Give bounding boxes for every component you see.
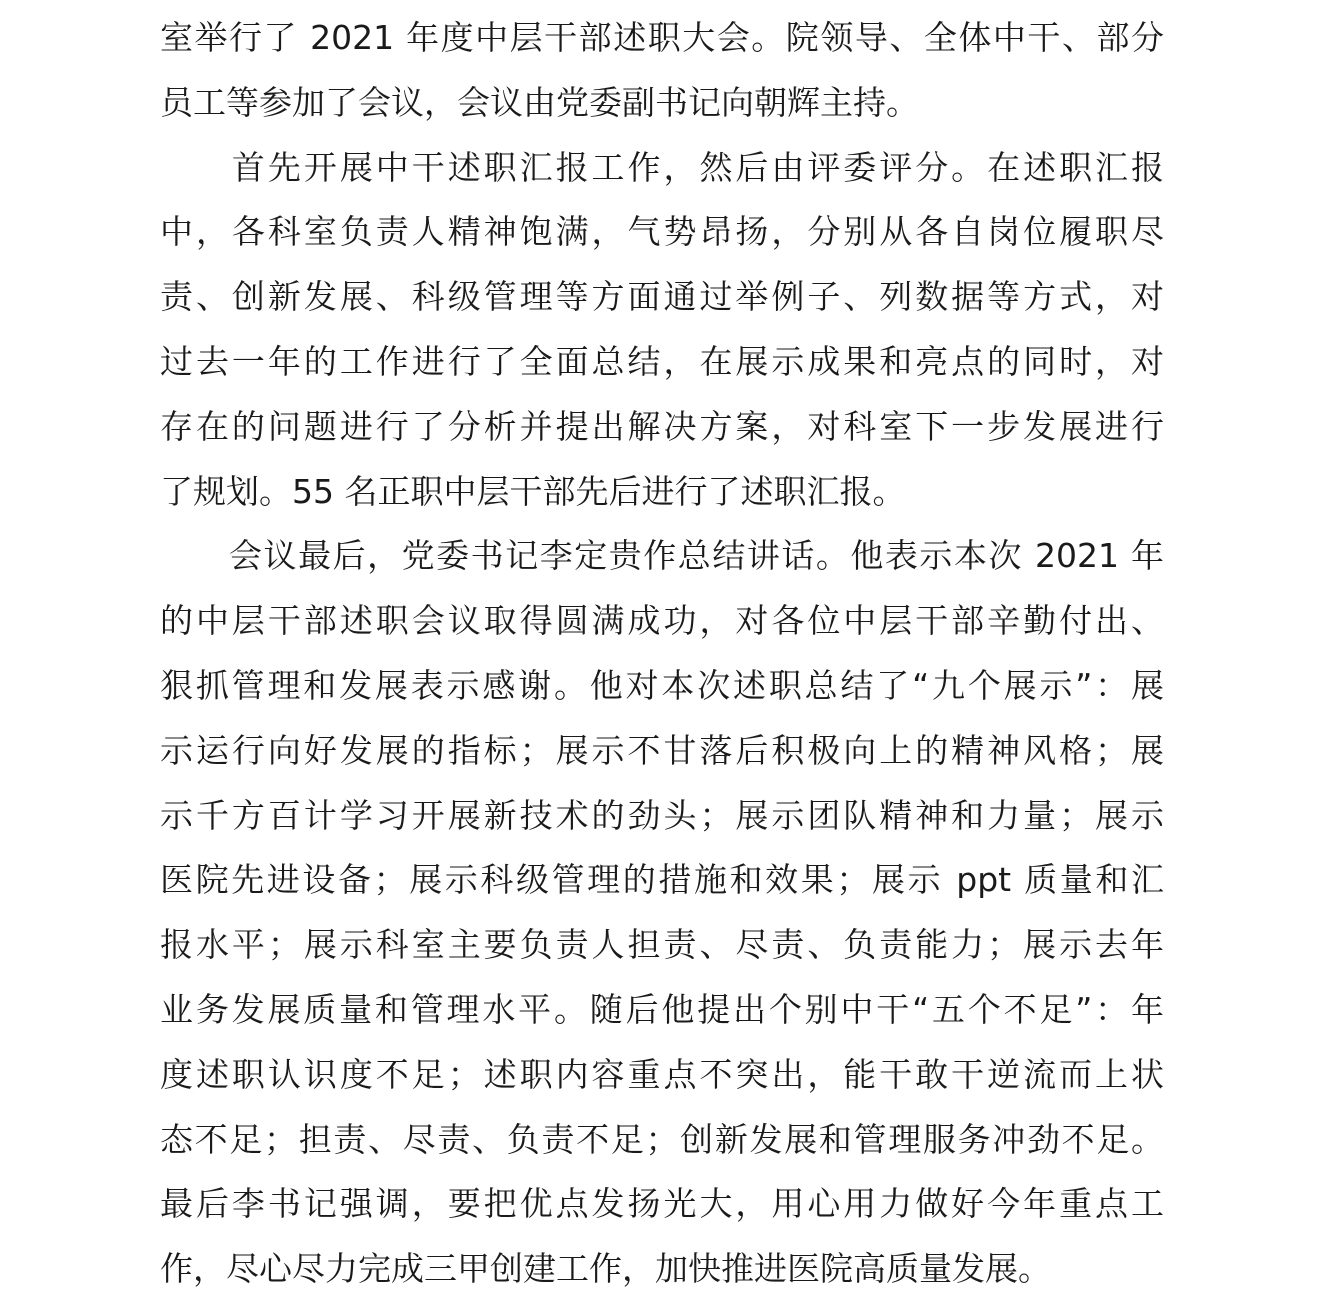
text-line: 中，各科室负责人精神饱满，气势昂扬，分别从各自岗位履职尽 [160, 212, 1164, 252]
paragraph-report-process [160, 136, 1164, 525]
text-line: 医院先进设备；展示科级管理的措施和效果；展示 ppt 质量和汇 [160, 860, 1164, 900]
text-line: 过去一年的工作进行了全面总结，在展示成果和亮点的同时，对 [160, 341, 1164, 381]
text-line: 最后李书记强调，要把优点发扬光大，用心用力做好今年重点工 [160, 1184, 1164, 1224]
paragraph-summary-speech [160, 524, 1164, 1302]
text-line: 室举行了 2021 年度中层干部述职大会。院领导、全体中干、部分 [160, 18, 1164, 57]
text-line: 报水平；展示科室主要负责人担责、尽责、负责能力；展示去年 [160, 925, 1164, 965]
text-line: 首先开展中干述职汇报工作，然后由评委评分。在述职汇报 [160, 147, 1164, 187]
document-page [160, 6, 1164, 1302]
text-line: 了规划。55 名正职中层干部先后进行了述职汇报。 [160, 471, 906, 511]
text-line: 狠抓管理和发展表示感谢。他对本次述职总结了“九个展示”：展 [160, 665, 1164, 705]
text-line: 度述职认识度不足；述职内容重点不突出，能干敢干逆流而上状 [160, 1054, 1164, 1094]
text-line: 作，尽心尽力完成三甲创建工作，加快推进医院高质量发展。 [160, 1249, 1051, 1289]
text-line: 员工等参加了会议，会议由党委副书记向朝辉主持。 [160, 82, 919, 122]
text-line: 存在的问题进行了分析并提出解决方案，对科室下一步发展进行 [160, 406, 1164, 446]
paragraph-meeting-intro [160, 6, 1164, 136]
text-line: 的中层干部述职会议取得圆满成功，对各位中层干部辛勤付出、 [160, 601, 1164, 641]
text-line: 业务发展质量和管理水平。随后他提出个别中干“五个不足”：年 [160, 989, 1164, 1029]
text-line: 会议最后，党委书记李定贵作总结讲话。他表示本次 2021 年 [160, 536, 1164, 576]
text-line: 责、创新发展、科级管理等方面通过举例子、列数据等方式，对 [160, 277, 1164, 317]
text-line: 态不足；担责、尽责、负责不足；创新发展和管理服务冲劲不足。 [160, 1119, 1164, 1159]
text-line: 示千方百计学习开展新技术的劲头；展示团队精神和力量；展示 [160, 795, 1164, 835]
text-line: 示运行向好发展的指标；展示不甘落后积极向上的精神风格；展 [160, 730, 1164, 770]
